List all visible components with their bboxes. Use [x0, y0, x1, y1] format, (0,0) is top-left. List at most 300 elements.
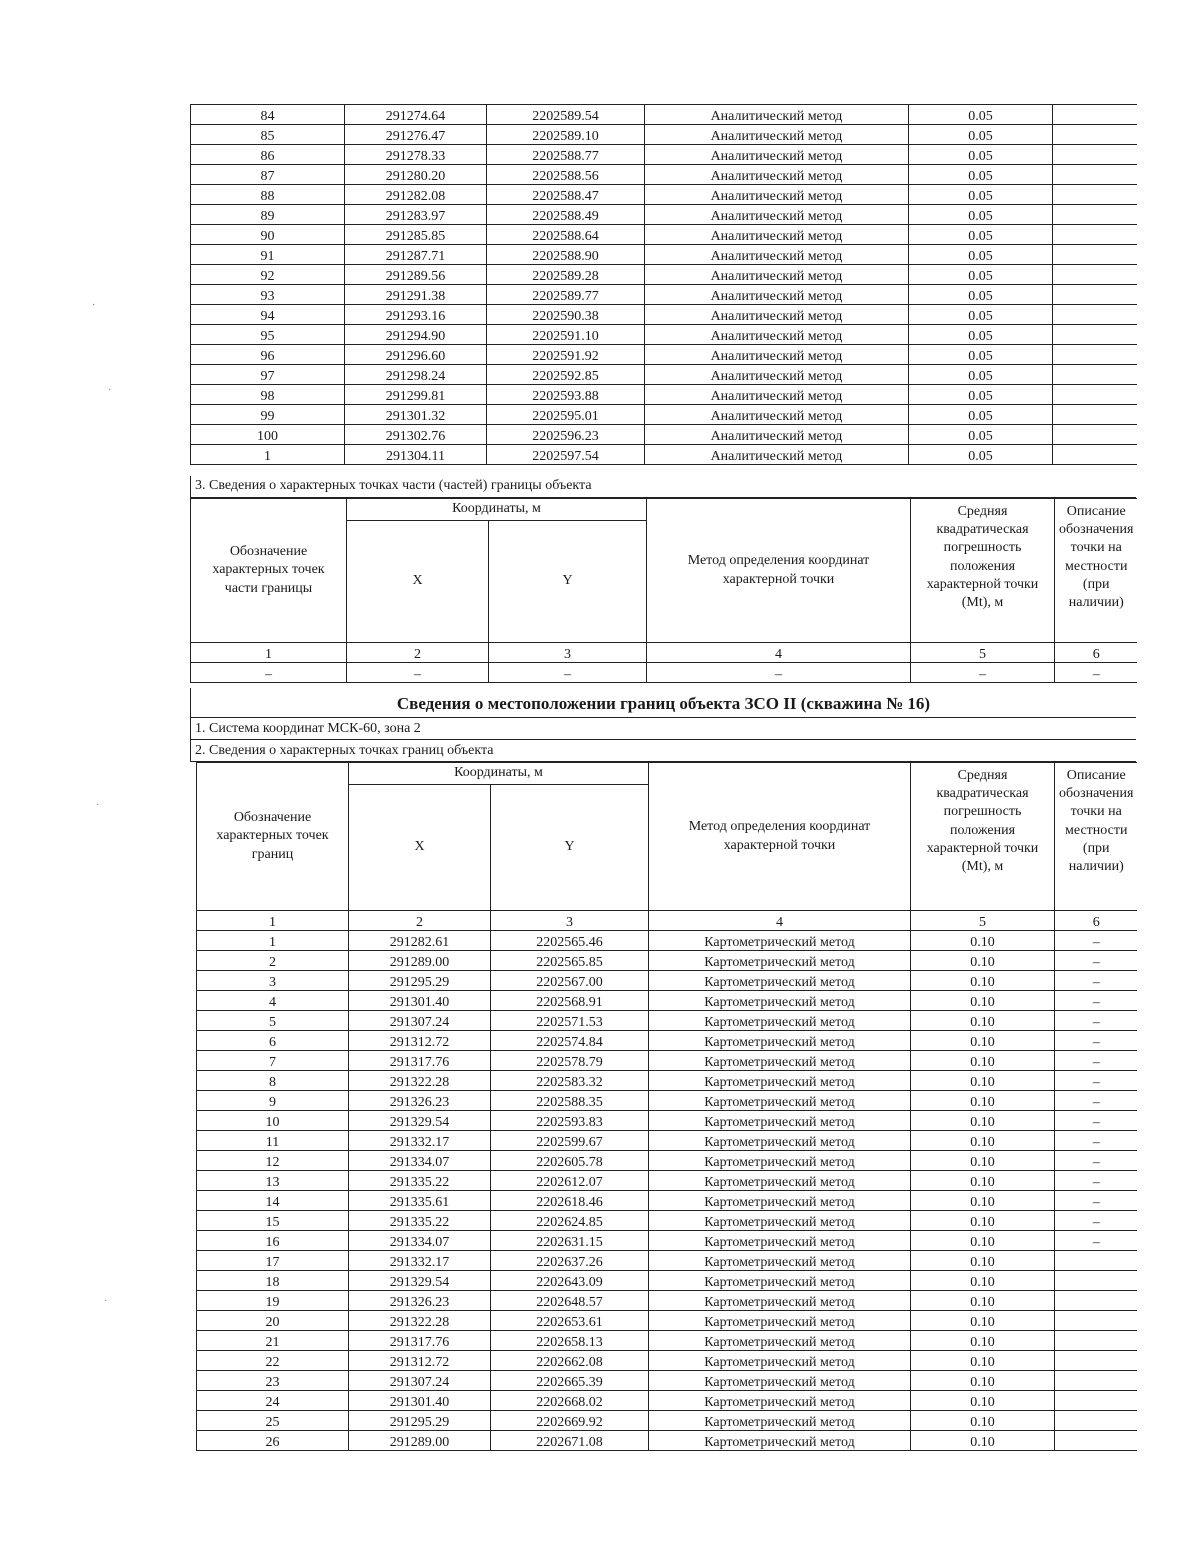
y-coordinate-cell: 2202597.54 — [487, 445, 645, 465]
y-coordinate-cell: 2202589.10 — [487, 125, 645, 145]
point-number-cell: 10 — [197, 1111, 349, 1131]
empty-dash-cell: – — [489, 663, 647, 683]
section3-empty-row — [191, 663, 1138, 683]
point-number-cell: 25 — [197, 1411, 349, 1431]
description-cell: – — [1055, 951, 1138, 971]
error-cell: 0.10 — [911, 1291, 1055, 1311]
method-cell: Аналитический метод — [645, 105, 909, 125]
y-coordinate-cell: 2202588.49 — [487, 205, 645, 225]
x-coordinate-cell: 291322.28 — [349, 1071, 491, 1091]
description-cell — [1053, 125, 1137, 145]
point-number-cell: 16 — [197, 1231, 349, 1251]
method-cell: Картометрический метод — [649, 1051, 911, 1071]
method-cell: Картометрический метод — [649, 931, 911, 951]
error-cell: 0.05 — [909, 285, 1053, 305]
description-cell — [1055, 1291, 1138, 1311]
y-coordinate-cell: 2202589.54 — [487, 105, 645, 125]
method-cell: Картометрический метод — [649, 1371, 911, 1391]
x-coordinate-cell: 291280.20 — [345, 165, 487, 185]
x-coordinate-cell: 291312.72 — [349, 1031, 491, 1051]
column-number-cell: 5 — [911, 911, 1055, 931]
method-cell: Картометрический метод — [649, 1351, 911, 1371]
scan-speck: · — [96, 800, 100, 811]
section3-table-block — [190, 498, 1137, 683]
method-cell: Картометрический метод — [649, 1271, 911, 1291]
method-cell: Аналитический метод — [645, 445, 909, 465]
error-cell: 0.10 — [911, 1011, 1055, 1031]
method-cell: Картометрический метод — [649, 1111, 911, 1131]
point-number-cell: 97 — [191, 365, 345, 385]
section3-col-designation: Обозначение характерных точек части границы — [191, 499, 347, 643]
description-cell: – — [1055, 1051, 1138, 1071]
table-row — [191, 185, 1137, 205]
description-cell — [1053, 205, 1137, 225]
x-coordinate-cell: 291285.85 — [345, 225, 487, 245]
y-coordinate-cell: 2202593.88 — [487, 385, 645, 405]
section3-table — [190, 498, 1137, 683]
x-coordinate-cell: 291317.76 — [349, 1051, 491, 1071]
x-coordinate-cell: 291317.76 — [349, 1331, 491, 1351]
point-number-cell: 21 — [197, 1331, 349, 1351]
x-coordinate-cell: 291307.24 — [349, 1371, 491, 1391]
error-cell: 0.10 — [911, 1071, 1055, 1091]
table-row — [197, 1251, 1138, 1271]
method-cell: Аналитический метод — [645, 145, 909, 165]
point-number-cell: 87 — [191, 165, 345, 185]
x-coordinate-cell: 291274.64 — [345, 105, 487, 125]
error-cell: 0.05 — [909, 385, 1053, 405]
x-coordinate-cell: 291334.07 — [349, 1151, 491, 1171]
error-cell: 0.10 — [911, 1091, 1055, 1111]
empty-dash-cell: – — [191, 663, 347, 683]
empty-dash-cell: – — [911, 663, 1055, 683]
description-cell: – — [1055, 1111, 1138, 1131]
column-number-cell: 6 — [1055, 911, 1138, 931]
description-cell — [1055, 1411, 1138, 1431]
error-cell: 0.05 — [909, 265, 1053, 285]
description-cell — [1053, 165, 1137, 185]
column-number-cell: 3 — [491, 911, 649, 931]
error-cell: 0.10 — [911, 1051, 1055, 1071]
point-number-cell: 100 — [191, 425, 345, 445]
error-cell: 0.10 — [911, 1371, 1055, 1391]
point-number-cell: 1 — [191, 445, 345, 465]
x-coordinate-cell: 291326.23 — [349, 1091, 491, 1111]
error-cell: 0.10 — [911, 1331, 1055, 1351]
description-cell — [1055, 1371, 1138, 1391]
method-cell: Аналитический метод — [645, 425, 909, 445]
y-coordinate-cell: 2202588.35 — [491, 1091, 649, 1111]
description-cell: – — [1055, 1151, 1138, 1171]
table-row — [197, 1231, 1138, 1251]
y-coordinate-cell: 2202612.07 — [491, 1171, 649, 1191]
x-coordinate-cell: 291298.24 — [345, 365, 487, 385]
error-cell: 0.10 — [911, 1231, 1055, 1251]
description-cell — [1053, 325, 1137, 345]
y-coordinate-cell: 2202565.85 — [491, 951, 649, 971]
table-row — [191, 345, 1137, 365]
error-cell: 0.10 — [911, 931, 1055, 951]
column-number-cell: 3 — [489, 643, 647, 663]
table-row — [191, 325, 1137, 345]
x-coordinate-cell: 291301.40 — [349, 1391, 491, 1411]
section3-col-error: Средняя квадратическая погрешность положения характерной точки (Mt), м — [911, 499, 1055, 643]
error-cell: 0.10 — [911, 1031, 1055, 1051]
description-cell — [1053, 385, 1137, 405]
method-cell: Картометрический метод — [649, 991, 911, 1011]
error-cell: 0.10 — [911, 1151, 1055, 1171]
point-number-cell: 89 — [191, 205, 345, 225]
y-coordinate-cell: 2202591.10 — [487, 325, 645, 345]
point-number-cell: 17 — [197, 1251, 349, 1271]
x-coordinate-cell: 291289.00 — [349, 1431, 491, 1451]
method-cell: Аналитический метод — [645, 185, 909, 205]
method-cell: Аналитический метод — [645, 265, 909, 285]
description-cell: – — [1055, 1231, 1138, 1251]
description-cell: – — [1055, 1071, 1138, 1091]
description-cell — [1053, 105, 1137, 125]
point-number-cell: 86 — [191, 145, 345, 165]
y-coordinate-cell: 2202595.01 — [487, 405, 645, 425]
table-row — [197, 951, 1138, 971]
method-cell: Аналитический метод — [645, 225, 909, 245]
x-coordinate-cell: 291301.32 — [345, 405, 487, 425]
point-number-cell: 93 — [191, 285, 345, 305]
table-row — [197, 991, 1138, 1011]
column-number-cell: 4 — [649, 911, 911, 931]
description-cell — [1053, 345, 1137, 365]
table-row — [197, 1331, 1138, 1351]
y-coordinate-cell: 2202574.84 — [491, 1031, 649, 1051]
point-number-cell: 18 — [197, 1271, 349, 1291]
method-cell: Картометрический метод — [649, 1331, 911, 1351]
y-coordinate-cell: 2202668.02 — [491, 1391, 649, 1411]
point-number-cell: 99 — [191, 405, 345, 425]
y-coordinate-cell: 2202578.79 — [491, 1051, 649, 1071]
error-cell: 0.10 — [911, 1131, 1055, 1151]
table-row — [191, 265, 1137, 285]
description-cell — [1053, 445, 1137, 465]
y-coordinate-cell: 2202591.92 — [487, 345, 645, 365]
section3-label: 3. Сведения о характерных точках части (частей) границы объекта — [190, 476, 1136, 498]
method-cell: Аналитический метод — [645, 125, 909, 145]
method-cell: Аналитический метод — [645, 305, 909, 325]
table-row — [191, 245, 1137, 265]
x-coordinate-cell: 291301.40 — [349, 991, 491, 1011]
y-coordinate-cell: 2202662.08 — [491, 1351, 649, 1371]
section3-col-x: X — [347, 521, 489, 643]
error-cell: 0.05 — [909, 245, 1053, 265]
x-coordinate-cell: 291332.17 — [349, 1131, 491, 1151]
point-number-cell: 5 — [197, 1011, 349, 1031]
zso-table-block — [196, 762, 1137, 1451]
x-coordinate-cell: 291276.47 — [345, 125, 487, 145]
x-coordinate-cell: 291294.90 — [345, 325, 487, 345]
section3-col-method: Метод определения координат характерной точки — [647, 499, 911, 643]
method-cell: Аналитический метод — [645, 405, 909, 425]
x-coordinate-cell: 291295.29 — [349, 1411, 491, 1431]
x-coordinate-cell: 291293.16 — [345, 305, 487, 325]
table-row — [197, 1311, 1138, 1331]
error-cell: 0.10 — [911, 1391, 1055, 1411]
point-number-cell: 23 — [197, 1371, 349, 1391]
method-cell: Аналитический метод — [645, 165, 909, 185]
x-coordinate-cell: 291326.23 — [349, 1291, 491, 1311]
point-number-cell: 8 — [197, 1071, 349, 1091]
point-number-cell: 95 — [191, 325, 345, 345]
error-cell: 0.05 — [909, 185, 1053, 205]
table-row — [197, 1431, 1138, 1451]
error-cell: 0.05 — [909, 105, 1053, 125]
table-row — [197, 1411, 1138, 1431]
table-row — [197, 1351, 1138, 1371]
method-cell: Картометрический метод — [649, 1131, 911, 1151]
error-cell: 0.05 — [909, 365, 1053, 385]
y-coordinate-cell: 2202565.46 — [491, 931, 649, 951]
description-cell — [1053, 285, 1137, 305]
table-row — [191, 385, 1137, 405]
point-number-cell: 26 — [197, 1431, 349, 1451]
method-cell: Картометрический метод — [649, 1011, 911, 1031]
zso-section-title: Сведения о местоположении границ объекта ЗСО II (скважина № 16) — [190, 688, 1136, 718]
error-cell: 0.10 — [911, 1251, 1055, 1271]
table-row — [197, 1371, 1138, 1391]
y-coordinate-cell: 2202643.09 — [491, 1271, 649, 1291]
y-coordinate-cell: 2202648.57 — [491, 1291, 649, 1311]
table-row — [191, 205, 1137, 225]
y-coordinate-cell: 2202665.39 — [491, 1371, 649, 1391]
y-coordinate-cell: 2202588.64 — [487, 225, 645, 245]
zso-column-numbers — [197, 911, 1138, 931]
point-number-cell: 14 — [197, 1191, 349, 1211]
error-cell: 0.10 — [911, 1111, 1055, 1131]
x-coordinate-cell: 291282.08 — [345, 185, 487, 205]
column-number-cell: 1 — [191, 643, 347, 663]
x-coordinate-cell: 291299.81 — [345, 385, 487, 405]
x-coordinate-cell: 291302.76 — [345, 425, 487, 445]
section3-column-numbers — [191, 643, 1138, 663]
description-cell: – — [1055, 971, 1138, 991]
x-coordinate-cell: 291329.54 — [349, 1111, 491, 1131]
y-coordinate-cell: 2202671.08 — [491, 1431, 649, 1451]
table-row — [197, 1091, 1138, 1111]
method-cell: Аналитический метод — [645, 385, 909, 405]
top-points-table-block — [190, 104, 1137, 465]
point-number-cell: 15 — [197, 1211, 349, 1231]
method-cell: Картометрический метод — [649, 951, 911, 971]
y-coordinate-cell: 2202658.13 — [491, 1331, 649, 1351]
description-cell — [1053, 185, 1137, 205]
section3-coords-header: Координаты, м — [347, 499, 647, 521]
method-cell: Картометрический метод — [649, 1171, 911, 1191]
method-cell: Картометрический метод — [649, 1091, 911, 1111]
description-cell — [1055, 1311, 1138, 1331]
empty-dash-cell: – — [1055, 663, 1138, 683]
y-coordinate-cell: 2202590.38 — [487, 305, 645, 325]
table-row — [191, 285, 1137, 305]
point-number-cell: 90 — [191, 225, 345, 245]
method-cell: Аналитический метод — [645, 325, 909, 345]
error-cell: 0.10 — [911, 1171, 1055, 1191]
zso-col-designation: Обозначение характерных точек границ — [197, 763, 349, 911]
method-cell: Аналитический метод — [645, 285, 909, 305]
error-cell: 0.05 — [909, 145, 1053, 165]
description-cell: – — [1055, 931, 1138, 951]
table-row — [191, 365, 1137, 385]
zso-col-description: Описание обозначения точки на местности (при наличии) — [1055, 763, 1138, 911]
table-row — [197, 1211, 1138, 1231]
x-coordinate-cell: 291335.22 — [349, 1171, 491, 1191]
point-number-cell: 11 — [197, 1131, 349, 1151]
y-coordinate-cell: 2202588.90 — [487, 245, 645, 265]
error-cell: 0.10 — [911, 1211, 1055, 1231]
description-cell: – — [1055, 1011, 1138, 1031]
point-number-cell: 2 — [197, 951, 349, 971]
y-coordinate-cell: 2202571.53 — [491, 1011, 649, 1031]
method-cell: Аналитический метод — [645, 205, 909, 225]
error-cell: 0.05 — [909, 225, 1053, 245]
y-coordinate-cell: 2202589.77 — [487, 285, 645, 305]
zso-col-x: X — [349, 785, 491, 911]
error-cell: 0.10 — [911, 1411, 1055, 1431]
description-cell — [1053, 365, 1137, 385]
error-cell: 0.05 — [909, 405, 1053, 425]
point-number-cell: 88 — [191, 185, 345, 205]
error-cell: 0.05 — [909, 425, 1053, 445]
description-cell — [1053, 225, 1137, 245]
column-number-cell: 2 — [347, 643, 489, 663]
zso-col-method: Метод определения координат характерной точки — [649, 763, 911, 911]
description-cell — [1055, 1271, 1138, 1291]
point-number-cell: 6 — [197, 1031, 349, 1051]
coordinate-system-label: 1. Система координат МСК-60, зона 2 — [190, 718, 1136, 740]
error-cell: 0.10 — [911, 1271, 1055, 1291]
table-row — [197, 1191, 1138, 1211]
top-points-table — [190, 104, 1137, 465]
point-number-cell: 7 — [197, 1051, 349, 1071]
description-cell — [1053, 145, 1137, 165]
method-cell: Аналитический метод — [645, 365, 909, 385]
x-coordinate-cell: 291304.11 — [345, 445, 487, 465]
y-coordinate-cell: 2202599.67 — [491, 1131, 649, 1151]
description-cell — [1053, 305, 1137, 325]
method-cell: Картометрический метод — [649, 1291, 911, 1311]
method-cell: Картометрический метод — [649, 1031, 911, 1051]
method-cell: Картометрический метод — [649, 1191, 911, 1211]
scan-speck: · — [108, 385, 112, 396]
method-cell: Картометрический метод — [649, 1311, 911, 1331]
description-cell — [1055, 1331, 1138, 1351]
zso-points-table — [196, 762, 1137, 1451]
method-cell: Картометрический метод — [649, 1431, 911, 1451]
error-cell: 0.05 — [909, 165, 1053, 185]
description-cell: – — [1055, 991, 1138, 1011]
y-coordinate-cell: 2202596.23 — [487, 425, 645, 445]
table-row — [191, 425, 1137, 445]
error-cell: 0.10 — [911, 971, 1055, 991]
column-number-cell: 6 — [1055, 643, 1138, 663]
x-coordinate-cell: 291329.54 — [349, 1271, 491, 1291]
x-coordinate-cell: 291289.00 — [349, 951, 491, 971]
description-cell: – — [1055, 1131, 1138, 1151]
point-number-cell: 20 — [197, 1311, 349, 1331]
error-cell: 0.05 — [909, 445, 1053, 465]
x-coordinate-cell: 291287.71 — [345, 245, 487, 265]
description-cell — [1053, 265, 1137, 285]
table-row — [197, 1111, 1138, 1131]
y-coordinate-cell: 2202653.61 — [491, 1311, 649, 1331]
error-cell: 0.10 — [911, 951, 1055, 971]
point-number-cell: 91 — [191, 245, 345, 265]
table-row — [197, 1391, 1138, 1411]
method-cell: Картометрический метод — [649, 1071, 911, 1091]
empty-dash-cell: – — [647, 663, 911, 683]
boundary-points-label: 2. Сведения о характерных точках границ объекта — [190, 740, 1136, 762]
table-row — [191, 165, 1137, 185]
y-coordinate-cell: 2202567.00 — [491, 971, 649, 991]
point-number-cell: 85 — [191, 125, 345, 145]
x-coordinate-cell: 291283.97 — [345, 205, 487, 225]
point-number-cell: 84 — [191, 105, 345, 125]
table-row — [197, 1291, 1138, 1311]
x-coordinate-cell: 291334.07 — [349, 1231, 491, 1251]
description-cell: – — [1055, 1211, 1138, 1231]
y-coordinate-cell: 2202618.46 — [491, 1191, 649, 1211]
description-cell — [1055, 1431, 1138, 1451]
table-row — [197, 1011, 1138, 1031]
point-number-cell: 24 — [197, 1391, 349, 1411]
table-row — [191, 445, 1137, 465]
x-coordinate-cell: 291335.61 — [349, 1191, 491, 1211]
empty-dash-cell: – — [347, 663, 489, 683]
method-cell: Картометрический метод — [649, 971, 911, 991]
table-row — [191, 225, 1137, 245]
error-cell: 0.05 — [909, 345, 1053, 365]
table-row — [197, 931, 1138, 951]
point-number-cell: 3 — [197, 971, 349, 991]
table-row — [191, 305, 1137, 325]
x-coordinate-cell: 291322.28 — [349, 1311, 491, 1331]
error-cell: 0.10 — [911, 1351, 1055, 1371]
column-number-cell: 2 — [349, 911, 491, 931]
description-cell: – — [1055, 1171, 1138, 1191]
point-number-cell: 94 — [191, 305, 345, 325]
table-row — [197, 1051, 1138, 1071]
method-cell: Аналитический метод — [645, 245, 909, 265]
method-cell: Картометрический метод — [649, 1151, 911, 1171]
y-coordinate-cell: 2202592.85 — [487, 365, 645, 385]
error-cell: 0.10 — [911, 1311, 1055, 1331]
description-cell — [1055, 1391, 1138, 1411]
method-cell: Картометрический метод — [649, 1211, 911, 1231]
column-number-cell: 4 — [647, 643, 911, 663]
column-number-cell: 5 — [911, 643, 1055, 663]
method-cell: Картометрический метод — [649, 1411, 911, 1431]
method-cell: Аналитический метод — [645, 345, 909, 365]
zso-col-error: Средняя квадратическая погрешность положения характерной точки (Mt), м — [911, 763, 1055, 911]
point-number-cell: 12 — [197, 1151, 349, 1171]
y-coordinate-cell: 2202593.83 — [491, 1111, 649, 1131]
table-row — [197, 1271, 1138, 1291]
method-cell: Картометрический метод — [649, 1391, 911, 1411]
error-cell: 0.10 — [911, 991, 1055, 1011]
y-coordinate-cell: 2202588.56 — [487, 165, 645, 185]
point-number-cell: 9 — [197, 1091, 349, 1111]
zso-col-y: Y — [491, 785, 649, 911]
point-number-cell: 92 — [191, 265, 345, 285]
x-coordinate-cell: 291289.56 — [345, 265, 487, 285]
table-row — [197, 1171, 1138, 1191]
